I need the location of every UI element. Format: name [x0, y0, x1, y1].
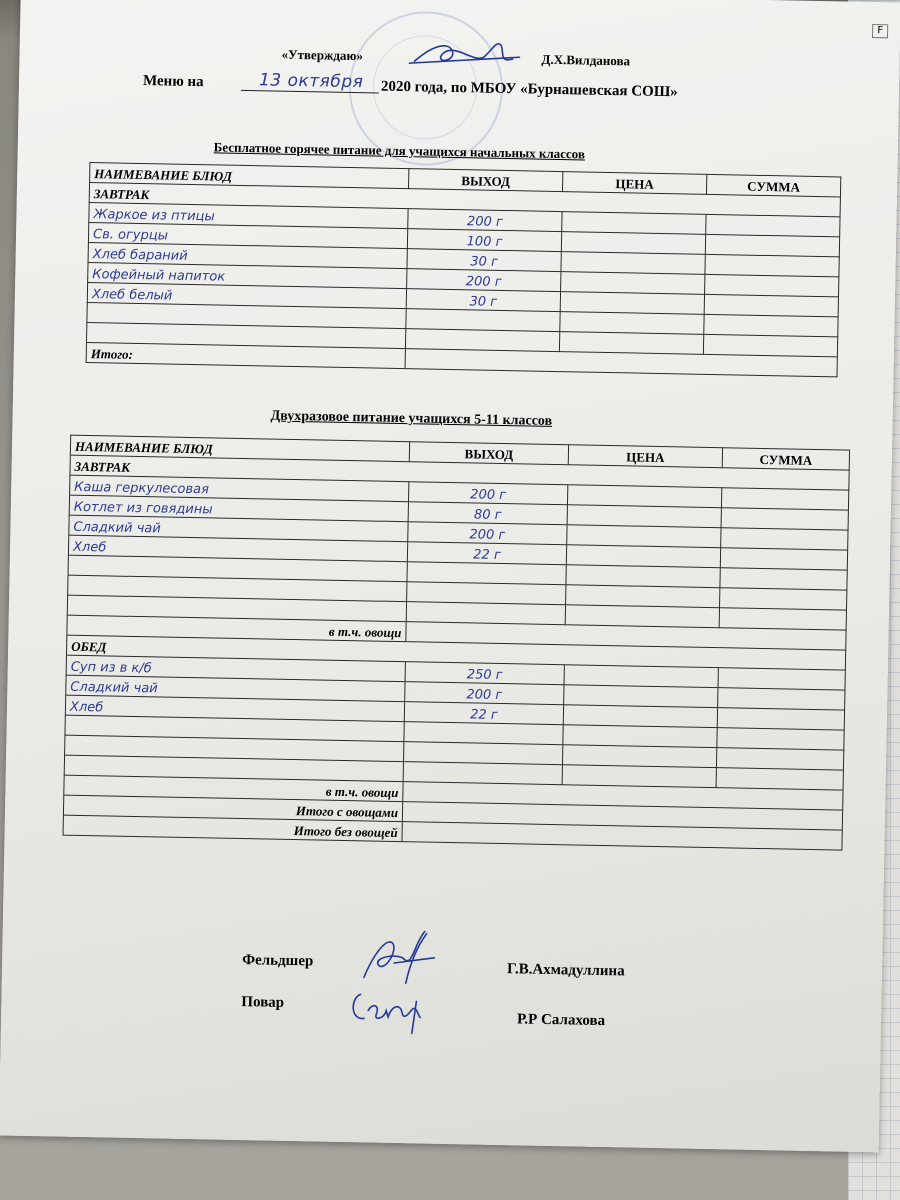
- total-without-veg-label: Итого без овощей: [63, 815, 402, 842]
- section1-title: Бесплатное горячее питание для учащихся начальных классов: [213, 139, 586, 162]
- medic-name: Г.В.Ахмадуллина: [506, 961, 625, 980]
- dish-name: Кофейный напиток: [88, 262, 407, 288]
- approver-name: Д.Х.Вилданова: [541, 51, 631, 69]
- col-sum-header: СУММА: [706, 174, 840, 197]
- dish-output: 22 г: [407, 542, 566, 565]
- cook-signature: [346, 980, 437, 1038]
- dish-output: 30 г: [406, 289, 560, 312]
- dish-output: 100 г: [407, 229, 561, 252]
- dish-output: 30 г: [407, 249, 561, 272]
- dish-output: 250 г: [405, 662, 564, 685]
- col-output-header: ВЫХОД: [409, 169, 563, 192]
- medic-label: Фельдшер: [242, 952, 314, 970]
- director-signature: [404, 33, 525, 75]
- dish-output: 80 г: [408, 502, 567, 525]
- section2-title: Двухразовое питание учащихся 5-11 классов: [270, 408, 553, 429]
- dish-name: Жаркое из птицы: [89, 203, 408, 229]
- dish-name: Хлеб: [65, 695, 404, 722]
- menu-prefix: Меню на: [142, 73, 204, 91]
- dish-name: Каша геркулесовая: [70, 475, 409, 502]
- dish-name: Хлеб белый: [87, 282, 406, 308]
- menu-suffix: 2020 года, по МБОУ «Бурнашевская СОШ»: [380, 78, 678, 101]
- breakfast-veg-label: в т.ч. овощи: [67, 615, 406, 642]
- section1-table: [86, 162, 842, 377]
- dish-name: Сладкий чай: [66, 675, 405, 702]
- col-sum-header: СУММА: [722, 448, 849, 470]
- dish-name: Суп из в к/б: [66, 655, 405, 682]
- dish-name: Котлет из говядины: [69, 495, 408, 522]
- corner-mark-icon: F: [872, 24, 888, 38]
- col-output-header: ВЫХОД: [409, 442, 568, 465]
- dish-output: 200 г: [408, 209, 562, 232]
- section1-meal-label: ЗАВТРАК: [89, 183, 840, 217]
- section2-table: [63, 435, 851, 851]
- dish-output: 200 г: [405, 682, 564, 705]
- col-dish-header: НАИМЕВАНИЕ БЛЮД: [70, 435, 409, 462]
- approve-label: «Утверждаю»: [281, 46, 364, 64]
- dish-output: 200 г: [407, 269, 561, 292]
- dish-output: 200 г: [408, 482, 567, 505]
- col-dish-header: НАИМЕВАНИЕ БЛЮД: [90, 163, 409, 189]
- dish-name: Хлеб бараний: [88, 243, 407, 269]
- dish-output: 22 г: [404, 702, 563, 725]
- col-price-header: ЦЕНА: [562, 172, 706, 195]
- lunch-veg-label: в т.ч. овощи: [64, 775, 403, 802]
- dish-name: Хлеб: [68, 535, 407, 562]
- section2-breakfast-label: ЗАВТРАК: [70, 455, 849, 490]
- dish-name: Сладкий чай: [69, 515, 408, 542]
- section2-lunch-label: ОБЕД: [66, 635, 845, 670]
- cook-label: Повар: [241, 994, 285, 1011]
- total-with-veg-label: Итого с овощами: [63, 795, 402, 822]
- menu-date: 13 октября: [258, 70, 364, 93]
- col-price-header: ЦЕНА: [568, 445, 722, 468]
- dish-name: Св. огурцы: [88, 223, 407, 249]
- dish-output: 200 г: [408, 522, 567, 545]
- cook-name: Р.Р Салахова: [516, 1011, 606, 1030]
- section1-total-label: Итого:: [86, 342, 405, 368]
